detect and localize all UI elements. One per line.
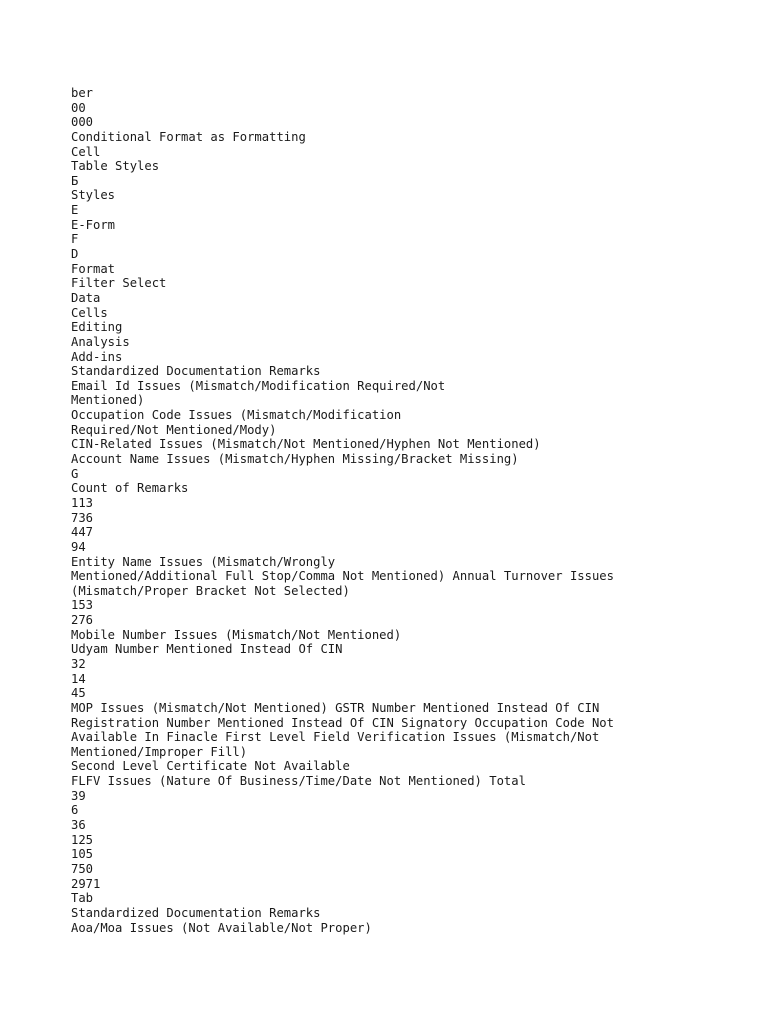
text-line: (Mismatch/Proper Bracket Not Selected)	[71, 583, 350, 598]
text-line: Table Styles	[71, 159, 160, 174]
text-line: Udyam Number Mentioned Instead Of CIN	[71, 642, 343, 657]
text-line: 447	[71, 525, 94, 540]
text-line: Registration Number Mentioned Instead Of CIN Signatory Occupation Code Not	[71, 715, 614, 730]
text-line: Editing	[71, 320, 123, 335]
text-line: 750	[71, 861, 94, 876]
text-line: Count of Remarks	[71, 481, 189, 496]
text-line: Mobile Number Issues (Mismatch/Not Mentioned)	[71, 627, 402, 642]
text-line: Mentioned/Additional Full Stop/Comma Not Mentioned) Annual Turnover Issues	[71, 569, 614, 584]
text-line: Styles	[71, 188, 116, 203]
text-line: Account Name Issues (Mismatch/Hyphen Missing/Bracket Missing)	[71, 452, 519, 467]
text-line: 94	[71, 539, 86, 554]
text-line: F	[71, 232, 79, 247]
text-line: 125	[71, 832, 94, 847]
text-line: Filter Select	[71, 276, 167, 291]
text-line: Occupation Code Issues (Mismatch/Modification	[71, 408, 402, 423]
text-line: ber	[71, 86, 94, 100]
text-line: Available In Finacle First Level Field Verification Issues (Mismatch/Not	[71, 730, 600, 745]
text-line: E	[71, 203, 79, 218]
text-line: Entity Name Issues (Mismatch/Wrongly	[71, 554, 336, 569]
text-line: 105	[71, 847, 94, 862]
text-line: Aoa/Moa Issues (Not Available/Not Proper)	[71, 920, 372, 935]
text-line: 276	[71, 613, 94, 628]
text-line: Tab	[71, 891, 94, 906]
text-line: 000	[71, 115, 94, 130]
text-line: 6	[71, 803, 79, 818]
text-line: FLFV Issues (Nature Of Business/Time/Date Not Mentioned) Total	[71, 774, 526, 789]
text-line: Mentioned)	[71, 393, 145, 408]
text-line: Analysis	[71, 334, 130, 349]
text-line: Data	[71, 290, 101, 305]
text-line: Standardized Documentation Remarks	[71, 905, 321, 920]
document-text-body	[71, 86, 711, 935]
text-line: 14	[71, 671, 86, 686]
text-line: 45	[71, 686, 86, 701]
text-line: CIN-Related Issues (Mismatch/Not Mentioned/Hyphen Not Mentioned)	[71, 437, 541, 452]
text-line: Second Level Certificate Not Available	[71, 759, 350, 774]
text-line: Email Id Issues (Mismatch/Modification Required/Not	[71, 378, 446, 393]
text-line: D	[71, 247, 79, 262]
text-line: MOP Issues (Mismatch/Not Mentioned) GSTR Number Mentioned Instead Of CIN	[71, 700, 600, 715]
text-line: 36	[71, 818, 86, 833]
text-line: Standardized Documentation Remarks	[71, 364, 321, 379]
text-line: Mentioned/Improper Fill)	[71, 744, 248, 759]
text-line: Add-ins	[71, 349, 123, 364]
text-line: E-Form	[71, 217, 116, 232]
text-line: 2971	[71, 876, 101, 891]
text-line: Б	[71, 173, 79, 188]
text-line: Conditional Format as Formatting	[71, 129, 306, 144]
text-line: 153	[71, 598, 94, 613]
text-line: Cell	[71, 144, 101, 159]
text-line: 00	[71, 100, 86, 115]
text-line: Cells	[71, 305, 108, 320]
text-line: 113	[71, 495, 94, 510]
text-line: 736	[71, 510, 94, 525]
text-line: 39	[71, 788, 86, 803]
text-line: Required/Not Mentioned/Mody)	[71, 422, 277, 437]
text-line: 32	[71, 656, 86, 671]
text-line: Format	[71, 261, 116, 276]
text-line: G	[71, 466, 79, 481]
